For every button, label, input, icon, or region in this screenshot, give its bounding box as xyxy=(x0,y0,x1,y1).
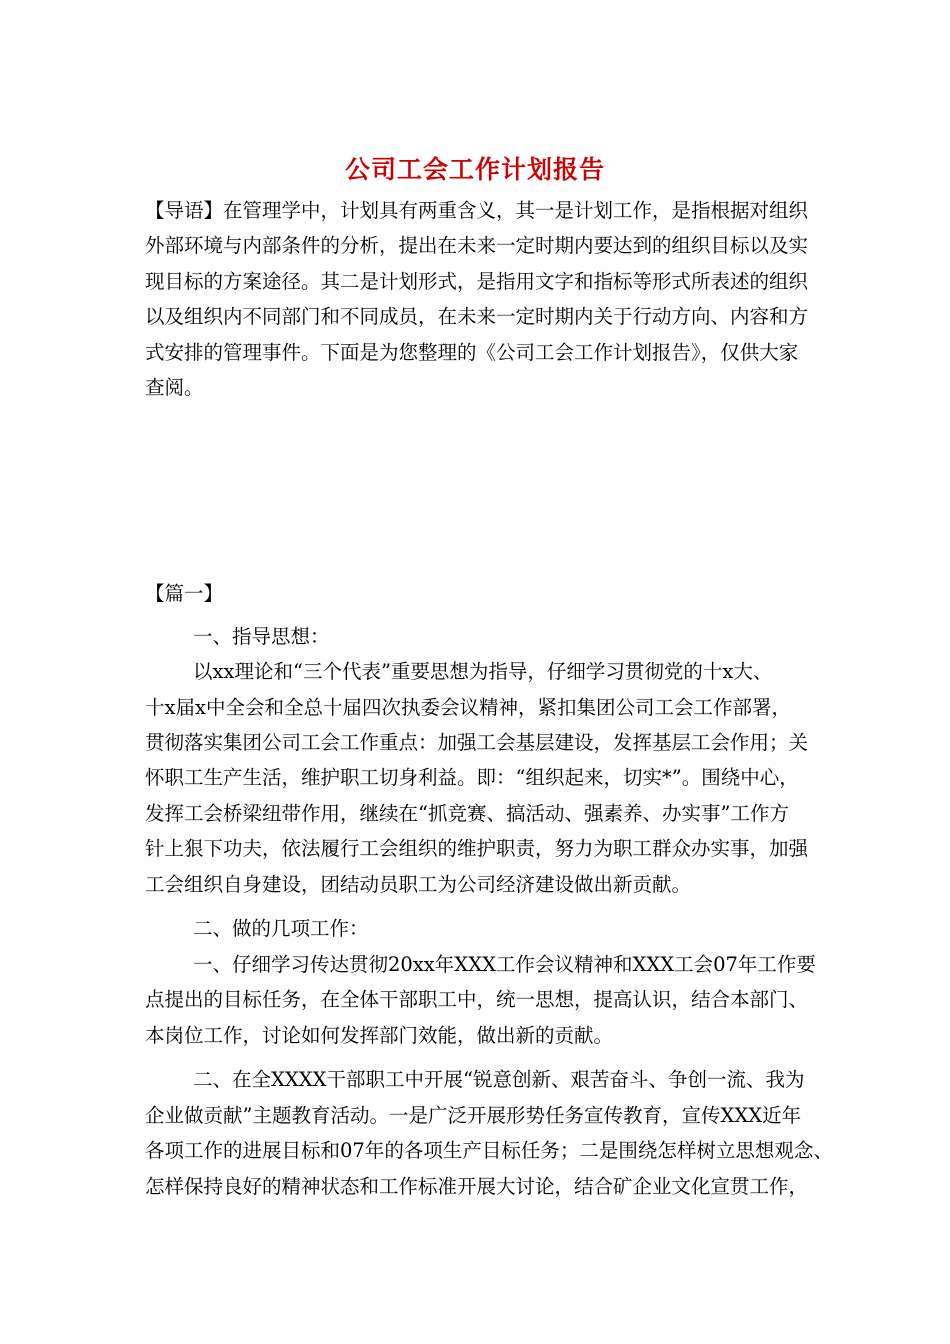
part1-line: 工会组织自身建设，团结动员职工为公司经济建设做出新贡献。 xyxy=(145,873,692,896)
item2-line: 企业做贡献”主题教育活动。一是广泛开展形势任务宣传教育，宣传XXX近年 xyxy=(145,1104,802,1127)
item1-line: 点提出的目标任务，在全体干部职工中，统一思想，提高认识，结合本部门、 xyxy=(145,988,809,1011)
part1-line: 针上狠下功夫，依法履行工会组织的维护职责，努力为职工群众办实事，加强 xyxy=(145,837,809,860)
intro-line: 【导语】在管理学中，计划具有两重含义，其一是计划工作，是指根据对组织 xyxy=(145,199,809,222)
item1-line: 本岗位工作，讨论如何发挥部门效能，做出新的贡献。 xyxy=(145,1024,614,1047)
item2-line: 各项工作的进展目标和07年的各项生产目标任务；二是围绕怎样树立思想观念、 xyxy=(145,1139,833,1162)
intro-line: 查阅。 xyxy=(145,376,204,399)
part1-line: 贯彻落实集团公司工会工作重点：加强工会基层建设，发挥基层工会作用；关 xyxy=(145,731,809,754)
document-title: 公司工会工作计划报告 xyxy=(344,155,605,184)
intro-line: 式安排的管理事件。下面是为您整理的《公司工会工作计划报告》，仅供大家 xyxy=(145,341,799,364)
intro-line: 以及组织内不同部门和不同成员，在未来一定时期内关于行动方向、内容和方 xyxy=(145,305,809,328)
part1-line: 以xx理论和“三个代表”重要思想为指导，仔细学习贯彻党的十x大、 xyxy=(193,660,773,683)
part2-heading: 二、做的几项工作： xyxy=(193,917,369,940)
item2-line: 二、在全XXXX干部职工中开展“锐意创新、艰苦奋斗、争创一流、我为 xyxy=(193,1068,805,1091)
item2-line: 怎样保持良好的精神状态和工作标准开展大讨论，结合矿企业文化宣贯工作， xyxy=(145,1175,809,1198)
intro-line: 外部环境与内部条件的分析，提出在未来一定时期内要达到的组织目标以及实 xyxy=(145,234,809,257)
intro-line: 现目标的方案途径。其二是计划形式，是指用文字和指标等形式所表述的组织 xyxy=(145,270,809,293)
part1-line: 怀职工生产生活，维护职工切身利益。即：“组织起来，切实*”。围绕中心， xyxy=(145,766,799,789)
item1-line: 一、仔细学习传达贯彻20xx年XXX工作会议精神和XXX工会07年工作要 xyxy=(193,953,816,976)
section-heading: 【篇一】 xyxy=(145,582,224,605)
part1-heading: 一、指导思想： xyxy=(193,625,330,648)
part1-line: 十x届x中全会和全总十届四次执委会议精神，紧扣集团公司工会工作部署， xyxy=(145,696,791,719)
part1-line: 发挥工会桥梁纽带作用，继续在“抓竞赛、搞活动、强素养、办实事”工作方 xyxy=(145,802,789,825)
